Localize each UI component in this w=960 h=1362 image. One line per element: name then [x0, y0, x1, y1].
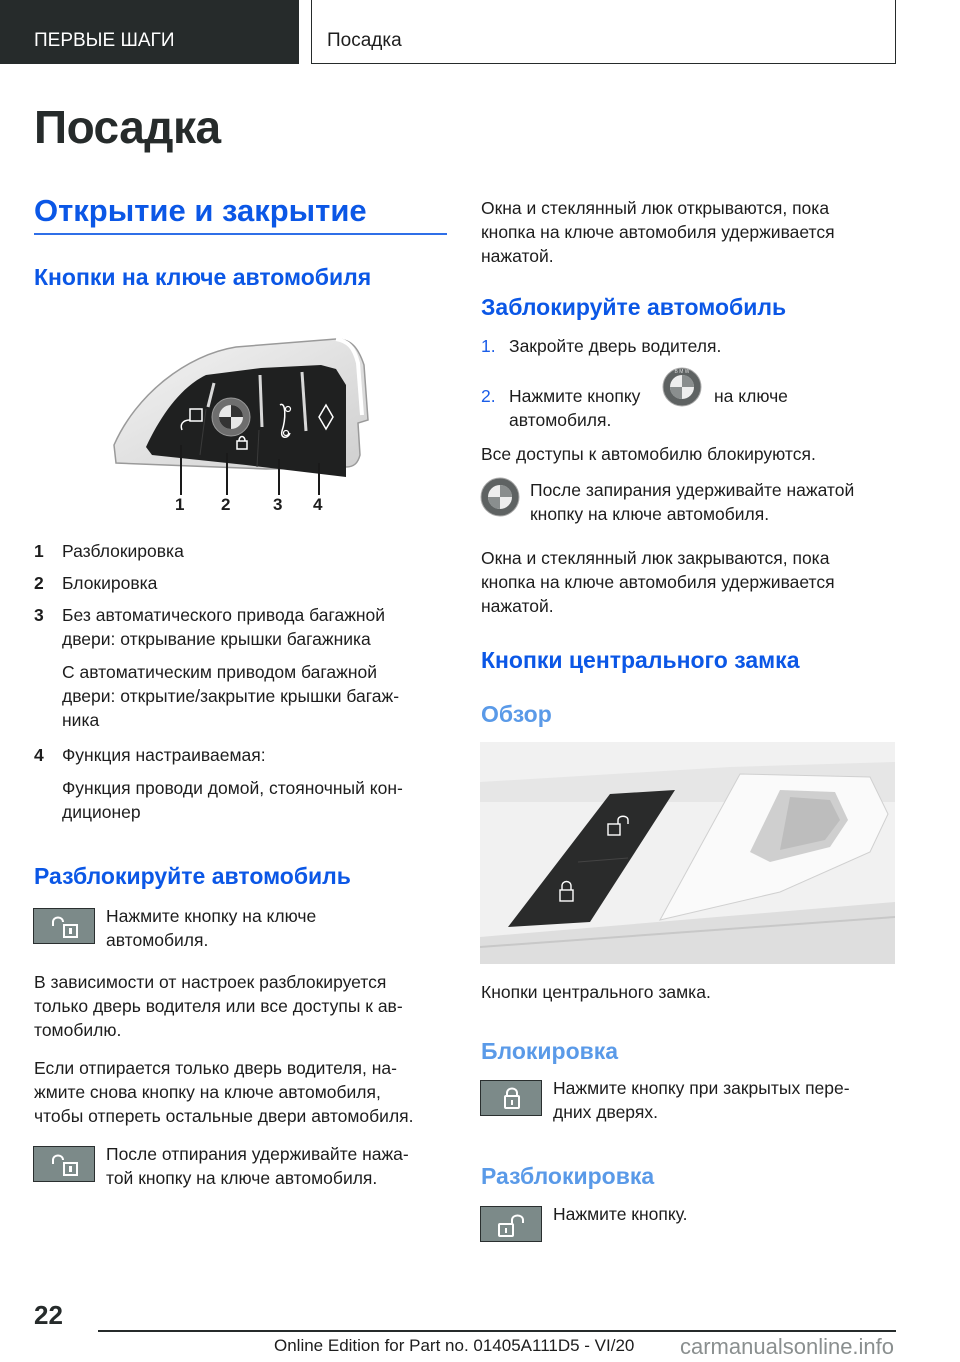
unlock-central-button-icon: [480, 1206, 542, 1242]
legend-num-2: 2: [34, 573, 44, 593]
all-locked-note: Все доступы к автомобилю блокируются.: [481, 444, 816, 464]
unlock-para-2: Если отпирается только дверь водителя, на- жмите снова кнопку на ключе автомобиля, чтобы отпереть остальные двери автомобиля.: [34, 1058, 414, 1126]
lock-instruction: Нажмите кнопку при закрытых пере- дних дверях.: [553, 1078, 850, 1122]
legend-text-4: Функция настраиваемая:: [62, 745, 266, 765]
central-locking-illustration: [480, 742, 895, 964]
windows-open-note: Окна и стеклянный люк открываются, пока кнопка на ключе автомобиля удерживается нажатой.: [481, 198, 835, 266]
step-text-1: Закройте дверь водителя.: [509, 336, 722, 356]
chapter-tab: ПЕРВЫЕ ШАГИ: [0, 0, 299, 64]
legend-text-3-extra: С автоматическим приводом багажной двери: открытие/закрытие крышки багаж- ника: [62, 662, 400, 730]
bmw-logo-icon: [661, 366, 703, 413]
unlock-hold-note: После отпирания удерживайте нажа- той кнопку на ключе автомобиля.: [106, 1144, 409, 1188]
section-tab: Посадка: [311, 0, 896, 64]
step-text-2c: автомобиля.: [509, 410, 612, 430]
svg-text:B M W: B M W: [674, 369, 690, 375]
unlock-instruction: Нажмите кнопку на ключе автомобиля.: [106, 906, 317, 950]
callout-3: 3: [273, 495, 283, 514]
callout-4: 4: [313, 495, 323, 514]
lock-hold-note: После запирания удерживайте нажатой кнопку на ключе автомобиля.: [530, 480, 855, 524]
legend-text-3: Без автоматического привода багажной двери: открывание крышки багажника: [62, 605, 386, 649]
key-fob-illustration: [96, 335, 396, 520]
heading-key-buttons: Кнопки на ключе автомобиля: [34, 264, 372, 290]
heading-rule: [34, 233, 447, 235]
callout-1: 1: [175, 495, 185, 514]
callout-2: 2: [221, 495, 231, 514]
step-text-2b: на ключе: [714, 386, 788, 406]
page-title: Посадка: [34, 101, 221, 153]
legend-text-1: Разблокировка: [62, 541, 184, 561]
unlock-para-1: В зависимости от настроек разблокируется только дверь водителя или все доступы к ав- томобилю.: [34, 972, 403, 1040]
bmw-logo-icon-note: [479, 476, 521, 523]
legend-text-4-extra: Функция проводи домой, стояночный кон- диционер: [62, 778, 403, 822]
step-num-2: 2.: [481, 386, 496, 406]
legend-num-1: 1: [34, 541, 44, 561]
section-heading-open-close: Открытие и закрытие: [34, 193, 367, 228]
figure-caption: Кнопки центрального замка.: [481, 982, 711, 1002]
legend-num-3: 3: [34, 605, 44, 625]
windows-close-note: Окна и стеклянный люк закрываются, пока кнопка на ключе автомобиля удерживается нажатой.: [481, 548, 835, 616]
lock-button-icon: [480, 1080, 542, 1116]
heading-lock: Блокировка: [481, 1038, 619, 1064]
unlock-button-icon: [33, 908, 95, 944]
legend-text-2: Блокировка: [62, 573, 158, 593]
heading-unlock-vehicle: Разблокируйте автомобиль: [34, 863, 351, 889]
heading-unlock: Разблокировка: [481, 1163, 655, 1189]
heading-central-locking: Кнопки центрального замка: [481, 647, 800, 673]
edition-text: Online Edition for Part no. 01405A111D5 - VI/20: [274, 1336, 635, 1355]
heading-overview: Обзор: [481, 701, 552, 727]
step-text-2a: Нажмите кнопку: [509, 386, 641, 406]
unlock-instruction-central: Нажмите кнопку.: [553, 1204, 688, 1224]
unlock-hold-button-icon: [33, 1146, 95, 1182]
footer-rule: [98, 1330, 896, 1332]
watermark: carmanualsonline.info: [680, 1334, 895, 1359]
page-number: 22: [34, 1300, 63, 1330]
legend-num-4: 4: [34, 745, 44, 765]
step-num-1: 1.: [481, 336, 496, 356]
heading-lock-vehicle: Заблокируйте автомобиль: [481, 294, 787, 320]
